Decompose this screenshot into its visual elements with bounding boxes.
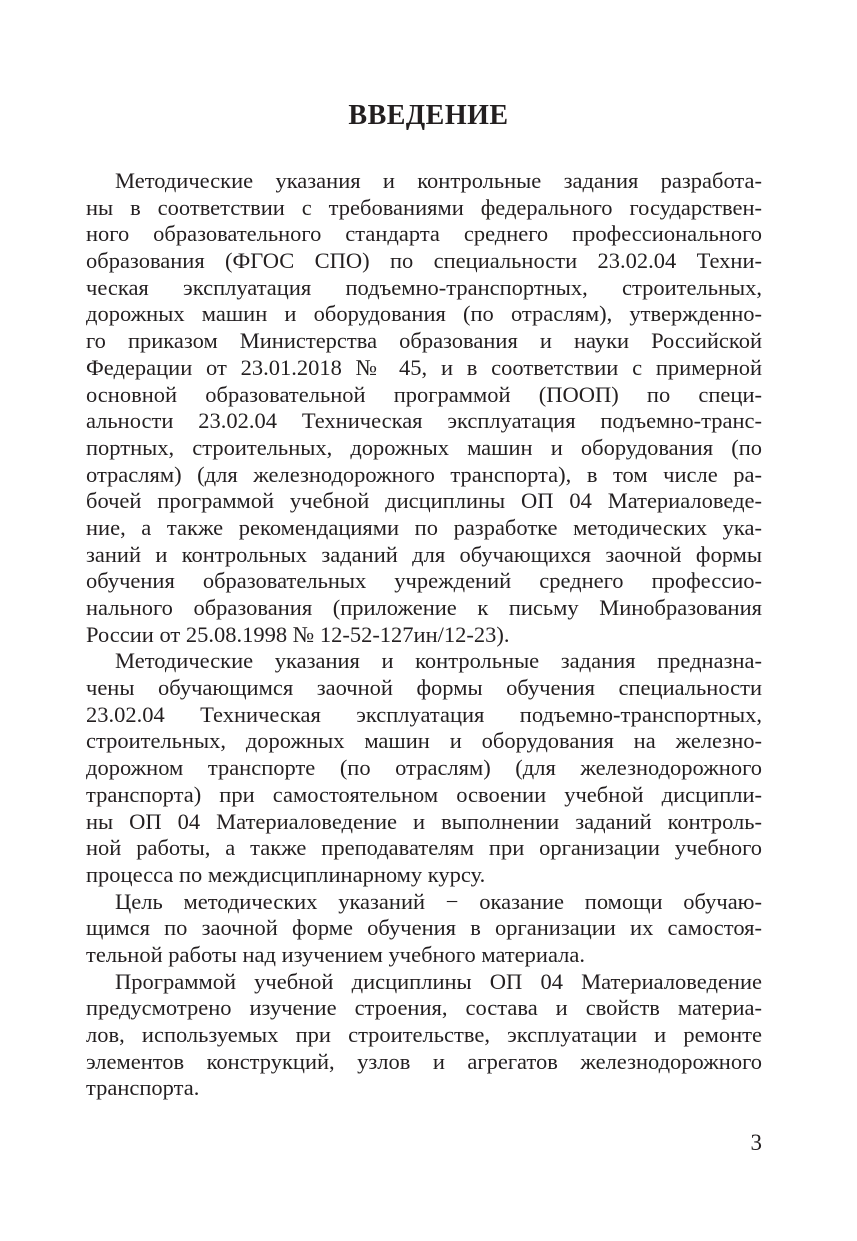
text-line: ны в соответствии с требованиями федерального государствен- (86, 194, 762, 220)
text-line: тельной работы над изучением учебного материала. (86, 941, 585, 967)
text-line: процесса по междисциплинарному курсу. (86, 861, 486, 887)
paragraph-3 (86, 889, 762, 969)
text-line: нального образования (приложение к письму Минобразования (86, 595, 762, 620)
text-line: чены обучающимся заочной формы обучения специальности (86, 675, 762, 701)
text-line: Методические указания и контрольные задания предназна- (115, 648, 762, 674)
text-line: 23.02.04 Техническая эксплуатация подъемно-транспортных, (86, 701, 762, 727)
text-line: основной образовательной программой (ПООП) по специ- (86, 381, 762, 407)
body-text (86, 168, 762, 1102)
text-line: строительных, дорожных машин и оборудования на железно- (86, 728, 762, 754)
page-number: 3 (750, 1130, 762, 1155)
text-line: Методические указания и контрольные задания разработа- (115, 168, 762, 193)
text-line: ческая эксплуатация подъемно-транспортных, строительных, (86, 274, 762, 300)
text-line: элементов конструкций, узлов и агрегатов железнодорожного (86, 1048, 762, 1074)
text-line: транспорта) при самостоятельном освоении учебной дисципли- (86, 781, 762, 807)
text-line: транспорта. (86, 1075, 200, 1101)
text-line: Федерации от 23.01.2018 № 45, и в соответствии с примерной (86, 354, 762, 380)
text-line: щимся по заочной форме обучения в организации их самостоя- (86, 915, 762, 941)
text-line: России от 25.08.1998 № 12-52-127ин/12-23). (86, 621, 510, 647)
text-line: дорожном транспорте (по отраслям) (для железнодорожного (86, 755, 762, 781)
text-line: бочей программой учебной дисциплины ОП 04 Материаловеде- (86, 488, 762, 514)
text-line: ной работы, а также преподавателям при организации учебного (86, 835, 762, 861)
text-line: альности 23.02.04 Техническая эксплуатация подъемно-транс- (86, 408, 762, 434)
paragraph-4 (86, 969, 762, 1102)
text-line: ного образовательного стандарта среднего профессионального (86, 221, 762, 247)
text-line: отраслям) (для железнодорожного транспорта), в том числе ра- (86, 461, 762, 487)
text-line: Программой учебной дисциплины ОП 04 Материаловедение (115, 968, 762, 994)
text-line: Цель методических указаний − оказание помощи обучаю- (115, 888, 762, 914)
text-line: образования (ФГОС СПО) по специальности 23.02.04 Техни- (86, 248, 762, 274)
text-line: ны ОП 04 Материаловедение и выполнении заданий контроль- (86, 808, 762, 834)
text-line: дорожных машин и оборудования (по отраслям), утвержденно- (86, 301, 762, 327)
text-line: заний и контрольных заданий для обучающихся заочной формы (86, 541, 762, 567)
paragraph-2 (86, 648, 762, 888)
text-line: предусмотрено изучение строения, состава и свойств материа- (86, 995, 762, 1021)
paragraph-1 (86, 168, 762, 648)
text-line: обучения образовательных учреждений среднего профессио- (86, 568, 762, 594)
text-line: лов, используемых при строительстве, эксплуатации и ремонте (86, 1022, 762, 1047)
text-line: ние, а также рекомендациями по разработке методических ука- (86, 514, 762, 540)
text-line: го приказом Министерства образования и науки Российской (86, 328, 762, 354)
text-line: портных, строительных, дорожных машин и оборудования (по (86, 434, 762, 460)
section-heading: ВВЕДЕНИЕ (348, 100, 509, 131)
